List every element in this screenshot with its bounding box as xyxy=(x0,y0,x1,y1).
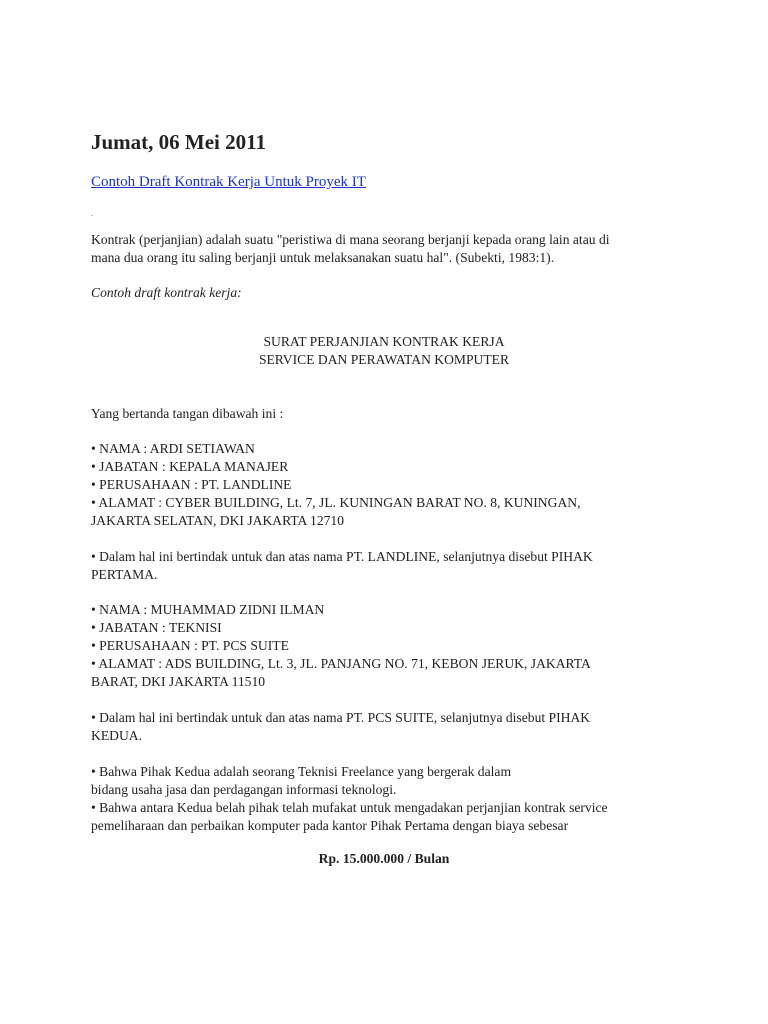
example-label: Contoh draft kontrak kerja: xyxy=(91,285,242,300)
clause1-line-2: bidang usaha jasa dan perdagangan informasi teknologi. xyxy=(91,782,397,797)
clause1-line-1: • Bahwa Pihak Kedua adalah seorang Teknisi Freelance yang bergerak dalam xyxy=(91,764,512,779)
post-date-heading: Jumat, 06 Mei 2011 xyxy=(91,130,266,154)
party1-role-line-1: • Dalam hal ini bertindak untuk dan atas nama PT. LANDLINE, selanjutnya disebut PIHAK xyxy=(91,549,593,564)
separator-dot: . xyxy=(91,209,93,218)
document-title-line-1: SURAT PERJANJIAN KONTRAK KERJA xyxy=(263,334,505,349)
party1-role-line-2: PERTAMA. xyxy=(91,567,158,582)
clause2-line-1: • Bahwa antara Kedua belah pihak telah mufakat untuk mengadakan perjanjian kontrak service xyxy=(91,800,608,815)
party2-name: • NAMA : MUHAMMAD ZIDNI ILMAN xyxy=(91,602,325,617)
party2-role-line-1: • Dalam hal ini bertindak untuk dan atas nama PT. PCS SUITE, selanjutnya disebut PIHAK xyxy=(91,710,591,725)
document-title-line-2: SERVICE DAN PERAWATAN KOMPUTER xyxy=(258,352,510,367)
intro-text-line-2: mana dua orang itu saling berjanji untuk melaksanakan suatu hal". (Subekti, 1983:1). xyxy=(91,250,555,265)
post-title-link[interactable]: Contoh Draft Kontrak Kerja Untuk Proyek IT xyxy=(91,174,366,190)
signed-intro: Yang bertanda tangan dibawah ini : xyxy=(91,406,284,421)
party1-address-line-2: JAKARTA SELATAN, DKI JAKARTA 12710 xyxy=(91,513,345,528)
party2-role-line-2: KEDUA. xyxy=(91,728,142,743)
party1-position: • JABATAN : KEPALA MANAJER xyxy=(91,459,289,474)
party1-address-line-1: • ALAMAT : CYBER BUILDING, Lt. 7, JL. KUNINGAN BARAT NO. 8, KUNINGAN, xyxy=(91,495,581,510)
clause2-line-2: pemeliharaan dan perbaikan komputer pada kantor Pihak Pertama dengan biaya sebesar xyxy=(91,818,569,833)
party1-name: • NAMA : ARDI SETIAWAN xyxy=(91,441,255,456)
party2-company: • PERUSAHAAN : PT. PCS SUITE xyxy=(91,638,289,653)
party2-address-line-2: BARAT, DKI JAKARTA 11510 xyxy=(91,674,266,689)
party2-position: • JABATAN : TEKNISI xyxy=(91,620,222,635)
party2-address-line-1: • ALAMAT : ADS BUILDING, Lt. 3, JL. PANJANG NO. 71, KEBON JERUK, JAKARTA xyxy=(91,656,591,671)
fee-amount: Rp. 15.000.000 / Bulan xyxy=(318,851,450,866)
party1-company: • PERUSAHAAN : PT. LANDLINE xyxy=(91,477,292,492)
intro-text-line-1: Kontrak (perjanjian) adalah suatu "peristiwa di mana seorang berjanji kepada orang lain atau di xyxy=(91,232,610,247)
